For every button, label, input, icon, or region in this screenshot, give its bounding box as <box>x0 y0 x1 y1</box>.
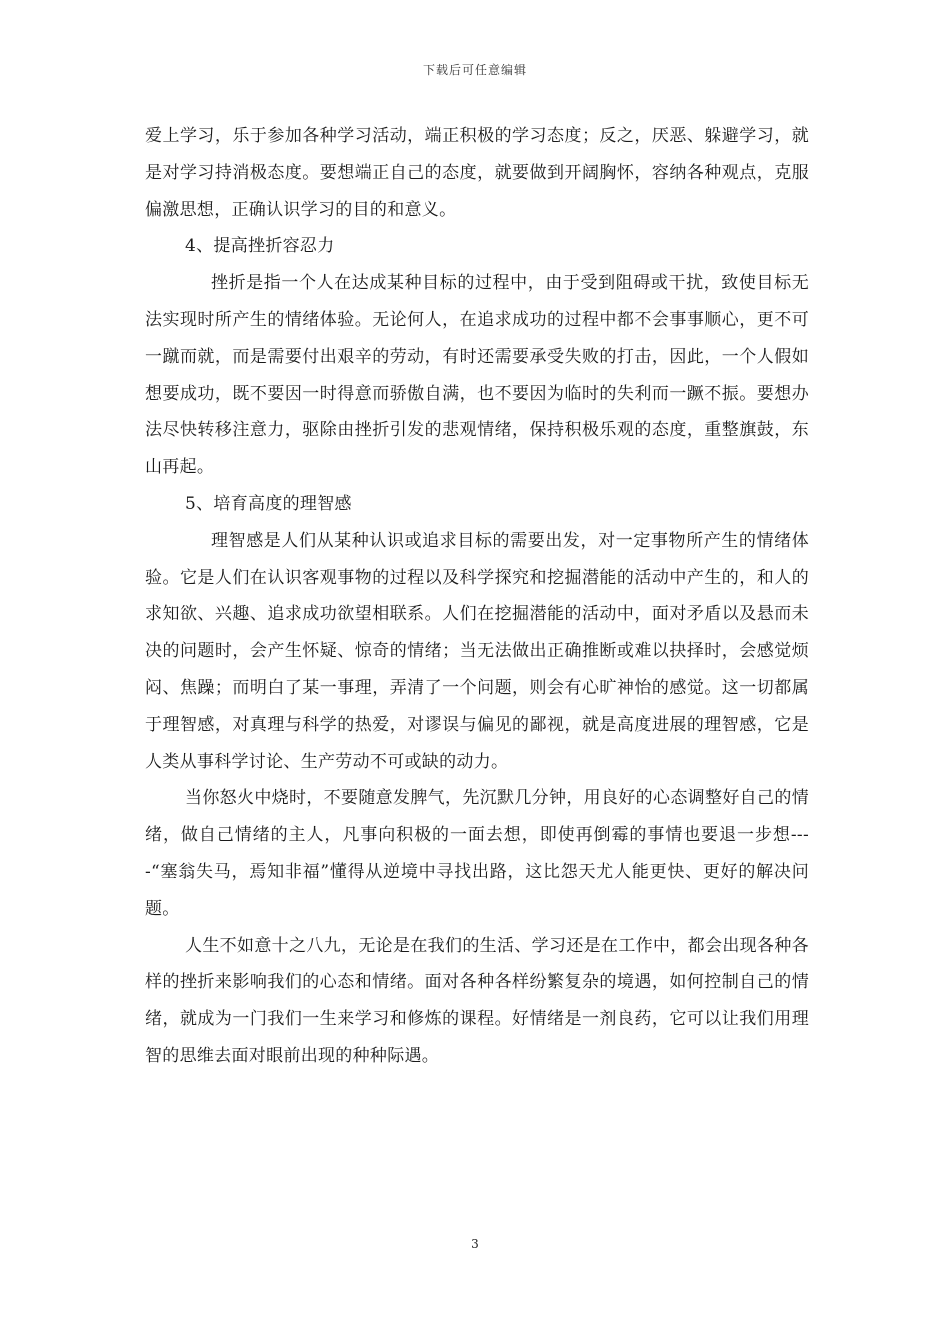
paragraph-rational-feeling: 理智感是人们从某种认识或追求目标的需要出发，对一定事物所产生的情绪体验。它是人们在认识客观事物的过程以及科学探究和挖掘潜能的活动中产生的，和人的求知欲、兴趣、追求成功欲望相联系。人们在挖掘潜能的活动中，面对矛盾以及悬而未决的问题时，会产生怀疑、惊奇的情绪；当无法做出正确推断或难以抉择时，会感觉烦闷、焦躁；而明白了某一事理，弄清了一个问题，则会有心旷神怡的感觉。这一切都属于理智感，对真理与科学的热爱，对谬误与偏见的鄙视，就是高度进展的理智感，它是人类从事科学讨论、生产劳动不可或缺的动力。 <box>145 530 809 772</box>
paragraph-anger-control: 当你怒火中烧时，不要随意发脾气，先沉默几分钟，用良好的心态调整好自己的情绪，做自己情绪的主人，凡事向积极的一面去想，即使再倒霉的事情也要退一步想----“塞翁失马，焉知非福”懂得从逆境中寻找出路，这比怨天尤人能更快、更好的解决问题。 <box>145 788 809 919</box>
paragraph-frustration-tolerance: 挫折是指一个人在达成某种目标的过程中，由于受到阻碍或干扰，致使目标无法实现时所产生的情绪体验。无论何人，在追求成功的过程中都不会事事顺心，更不可一蹴而就，而是需要付出艰辛的劳动，有时还需要承受失败的打击，因此，一个人假如想要成功，既不要因一时得意而骄傲自满，也不要因为临时的失利而一蹶不振。要想办法尽快转移注意力，驱除由挫折引发的悲观情绪，保持积极乐观的态度，重整旗鼓，东山再起。 <box>145 273 809 478</box>
section-heading-5: 5、培育高度的理智感 <box>185 493 352 514</box>
document-body <box>145 118 809 1075</box>
paragraph-continuation: 爱上学习，乐于参加各种学习活动，端正积极的学习态度；反之，厌恶、躲避学习，就是对学习持消极态度。要想端正自己的态度，就要做到开阔胸怀，容纳各种观点，克服偏激思想，正确认识学习的目的和意义。 <box>145 126 809 220</box>
page-header: 下载后可任意编辑 <box>422 63 527 77</box>
page-number: 3 <box>471 1237 479 1251</box>
paragraph-conclusion: 人生不如意十之八九，无论是在我们的生活、学习还是在工作中，都会出现各种各样的挫折来影响我们的心态和情绪。面对各种各样纷繁复杂的境遇，如何控制自己的情绪，就成为一门我们一生来学习和修炼的课程。好情绪是一剂良药，它可以让我们用理智的思维去面对眼前出现的种种际遇。 <box>145 935 809 1066</box>
section-heading-4: 4、提高挫折容忍力 <box>185 236 335 257</box>
